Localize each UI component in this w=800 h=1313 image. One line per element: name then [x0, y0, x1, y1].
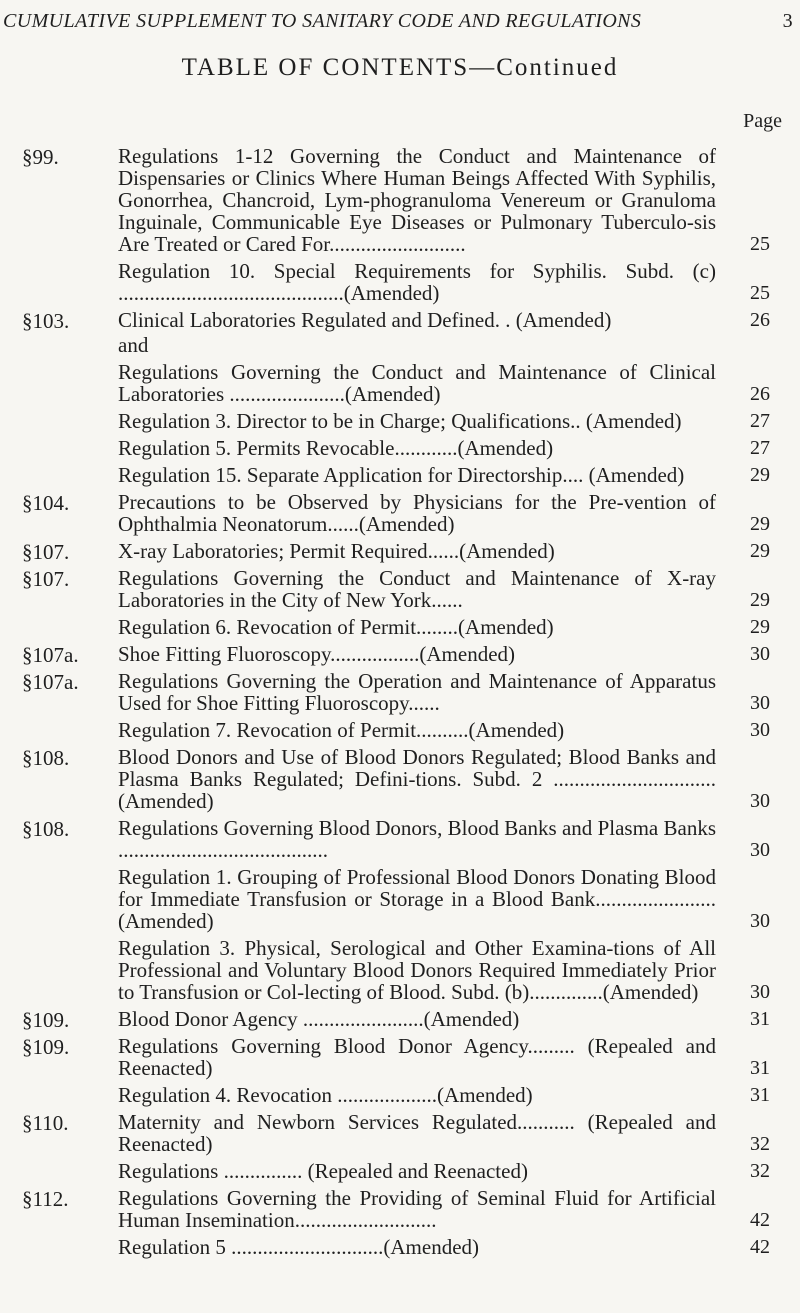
entry-title: Regulation 10. Special Requirements for Syphilis. Subd. (c) ...........................................(Amended): [118, 259, 716, 305]
section-number: §109.: [22, 1008, 70, 1032]
toc-entry: [0, 719, 800, 741]
toc-entry: [0, 866, 800, 932]
entry-page: 29: [750, 464, 770, 486]
section-number: §112.: [22, 1187, 69, 1211]
entry-page: 30: [750, 839, 770, 861]
entry-page: 42: [750, 1209, 770, 1231]
toc-entry: [0, 334, 800, 356]
entry-page: 32: [750, 1133, 770, 1155]
entry-page: 30: [750, 719, 770, 741]
entry-title: Precautions to be Observed by Physicians for the Pre-vention of Ophthalmia Neonatorum......(Amended): [118, 490, 716, 536]
entry-title: X-ray Laboratories; Permit Required......(Amended): [118, 539, 555, 563]
entry-page: 32: [750, 1160, 770, 1182]
entry-title: Regulation 4. Revocation ...................(Amended): [118, 1083, 533, 1107]
entry-page: 29: [750, 616, 770, 638]
entry-title: Regulations 1-12 Governing the Conduct and Maintenance of Dispensaries or Clinics Where Human Beings Affected With Syphilis, Gonorrhea, Chancroid, Lym-phogranuloma Venereum or Granuloma Inguinale, Communicable Eye Diseases or Pulmonary Tuberculo-sis Are Treated or Cared For..........................: [118, 144, 716, 256]
entry-page: 25: [750, 233, 770, 255]
entry-title: Regulations Governing the Conduct and Maintenance of Clinical Laboratories ......................(Amended): [118, 360, 716, 406]
toc-entry: [0, 1160, 800, 1182]
toc-entry: [0, 464, 800, 486]
entry-title: Regulation 3. Director to be in Charge; Qualifications.. (Amended): [118, 409, 682, 433]
entry-page: 25: [750, 282, 770, 304]
entry-page: 30: [750, 981, 770, 1003]
entry-page: 29: [750, 540, 770, 562]
section-number: §107.: [22, 540, 70, 564]
entry-page: 30: [750, 910, 770, 932]
section-number: §110.: [22, 1111, 69, 1135]
toc-entry: [0, 567, 800, 611]
entry-conjunction: and: [118, 333, 149, 357]
entry-page: 26: [750, 383, 770, 405]
entry-page: 30: [750, 790, 770, 812]
toc-entry: [0, 260, 800, 304]
toc-entry: [0, 1035, 800, 1079]
toc-entry: [0, 1008, 800, 1030]
toc-entry: [0, 540, 800, 562]
entry-title: Maternity and Newborn Services Regulated........... (Repealed and Reenacted): [118, 1110, 716, 1156]
entry-page: 30: [750, 643, 770, 665]
entry-title: Regulation 5. Permits Revocable............(Amended): [118, 436, 554, 460]
entry-page: 29: [750, 589, 770, 611]
entry-title: Clinical Laboratories Regulated and Defined. . (Amended): [118, 308, 612, 332]
entry-page: 42: [750, 1236, 770, 1258]
entry-title: Regulations Governing the Conduct and Maintenance of X-ray Laboratories in the City of New York......: [118, 566, 716, 612]
entry-title: Blood Donor Agency .......................(Amended): [118, 1007, 520, 1031]
toc-entry: [0, 361, 800, 405]
toc-entry: [0, 1084, 800, 1106]
section-number: §108.: [22, 817, 70, 841]
section-number: §107.: [22, 567, 70, 591]
section-number: §99.: [22, 145, 59, 169]
toc-entry: [0, 1236, 800, 1258]
toc-entry: [0, 1187, 800, 1231]
toc-entries: [0, 145, 800, 1263]
entry-title: Blood Donors and Use of Blood Donors Regulated; Blood Banks and Plasma Banks Regulated; Defini-tions. Subd. 2 ...............................(Amended): [118, 745, 716, 813]
entry-title: Regulation 15. Separate Application for Directorship.... (Amended): [118, 463, 685, 487]
toc-entry: [0, 410, 800, 432]
toc-entry: [0, 145, 800, 255]
toc-entry: [0, 746, 800, 812]
page-number: 3: [782, 10, 793, 32]
entry-title: Regulation 7. Revocation of Permit..........(Amended): [118, 718, 565, 742]
entry-title: Regulations Governing the Providing of Seminal Fluid for Artificial Human Insemination...........................: [118, 1186, 716, 1232]
entry-title: Regulations Governing Blood Donor Agency......... (Repealed and Reenacted): [118, 1034, 716, 1080]
entry-title: Regulations Governing the Operation and Maintenance of Apparatus Used for Shoe Fitting Fluoroscopy......: [118, 669, 716, 715]
running-title: CUMULATIVE SUPPLEMENT TO SANITARY CODE AND REGULATIONS: [3, 10, 642, 32]
section-number: §104.: [22, 491, 70, 515]
entry-page: 26: [750, 309, 770, 331]
entry-page: 29: [750, 513, 770, 535]
toc-entry: [0, 437, 800, 459]
toc-entry: [0, 309, 800, 331]
entry-title: Regulation 3. Physical, Serological and Other Examina-tions of All Professional and Voluntary Blood Donors Required Immediately Prior to Transfusion or Col-lecting of Blood. Subd. (b)..............(Amended): [118, 936, 716, 1004]
entry-title: Shoe Fitting Fluoroscopy.................(Amended): [118, 642, 516, 666]
entry-page: 27: [750, 410, 770, 432]
entry-title: Regulation 6. Revocation of Permit........(Amended): [118, 615, 554, 639]
toc-entry: [0, 670, 800, 714]
toc-entry: [0, 491, 800, 535]
toc-entry: [0, 817, 800, 861]
section-number: §109.: [22, 1035, 70, 1059]
running-header: [3, 10, 793, 33]
section-number: §107a.: [22, 643, 79, 667]
section-number: §108.: [22, 746, 70, 770]
entry-title: Regulation 5 .............................(Amended): [118, 1235, 480, 1259]
toc-entry: [0, 643, 800, 665]
entry-page: 31: [750, 1008, 770, 1030]
toc-entry: [0, 616, 800, 638]
entry-page: 30: [750, 692, 770, 714]
section-number: §103.: [22, 309, 70, 333]
page-column-heading: Page: [743, 110, 782, 132]
entry-page: 31: [750, 1084, 770, 1106]
entry-title: Regulations ............... (Repealed and Reenacted): [118, 1159, 528, 1183]
entry-title: Regulation 1. Grouping of Professional Blood Donors Donating Blood for Immediate Transfusion or Storage in a Blood Bank.......................(Amended): [118, 865, 716, 933]
toc-title: TABLE OF CONTENTS—Continued: [181, 54, 619, 81]
toc-entry: [0, 1111, 800, 1155]
entry-page: 31: [750, 1057, 770, 1079]
entry-title: Regulations Governing Blood Donors, Blood Banks and Plasma Banks ........................................: [118, 816, 716, 862]
entry-page: 27: [750, 437, 770, 459]
toc-entry: [0, 937, 800, 1003]
section-number: §107a.: [22, 670, 79, 694]
